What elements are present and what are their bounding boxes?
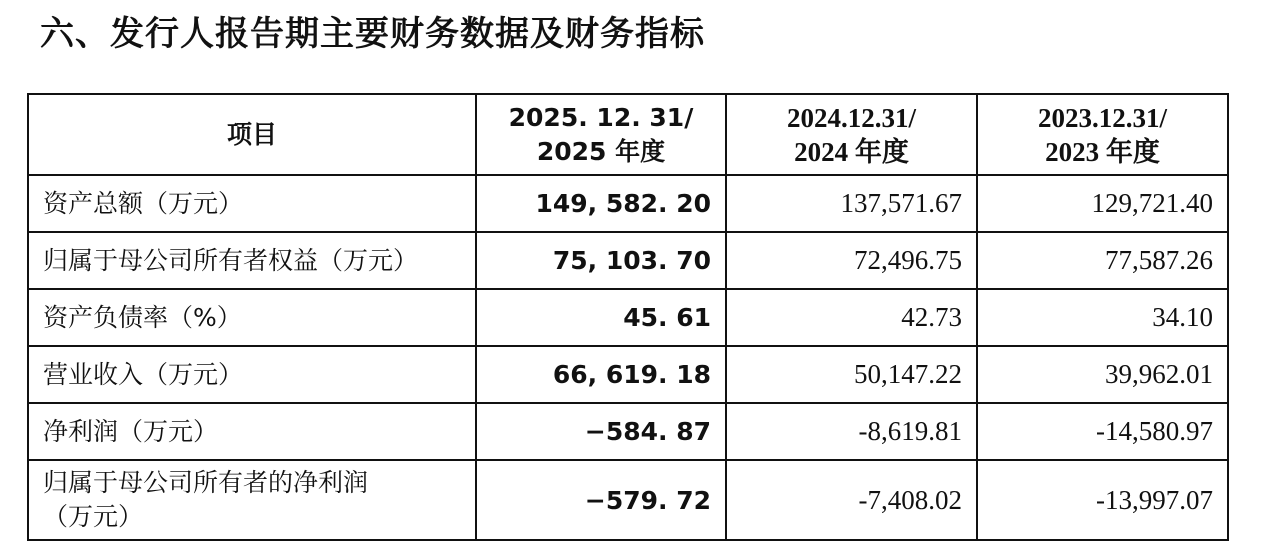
value-2024: -7,408.02 <box>726 460 977 540</box>
value-2025: 75, 103. 70 <box>476 232 726 289</box>
header-period-2023 <box>977 94 1228 175</box>
header-period-2024-date: 2024.12.31/ <box>786 102 916 133</box>
value-2024: -8,619.81 <box>726 403 977 460</box>
header-period-2025 <box>476 94 726 175</box>
value-2025: 45. 61 <box>476 289 726 346</box>
header-period-2025-date: 2025. 12. 31/ <box>508 102 694 132</box>
header-item: 项目 <box>28 94 476 175</box>
table-row-parent-equity <box>28 232 1228 289</box>
table-row-net-profit <box>28 403 1228 460</box>
value-2024: 42.73 <box>726 289 977 346</box>
table-row-revenue <box>28 346 1228 403</box>
table-row-total-assets <box>28 175 1228 232</box>
value-2023: 77,587.26 <box>977 232 1228 289</box>
row-label <box>28 460 476 540</box>
header-period-2023-date: 2023.12.31/ <box>1037 102 1167 133</box>
header-period-2023-year: 2023 年度 <box>1045 136 1160 167</box>
value-2023: -14,580.97 <box>977 403 1228 460</box>
header-period-2024-year: 2024 年度 <box>794 136 909 167</box>
header-period-2024 <box>726 94 977 175</box>
row-label: 资产总额（万元） <box>28 175 476 232</box>
table-row-parent-net-profit <box>28 460 1228 540</box>
financial-data-table <box>27 93 1229 541</box>
row-label-line1: 归属于母公司所有者的净利润 <box>43 468 369 497</box>
section-heading: 六、发行人报告期主要财务数据及财务指标 <box>40 14 705 54</box>
value-2025: −579. 72 <box>476 460 726 540</box>
value-2025: 149, 582. 20 <box>476 175 726 232</box>
value-2023: 39,962.01 <box>977 346 1228 403</box>
row-label: 营业收入（万元） <box>28 346 476 403</box>
value-2023: 34.10 <box>977 289 1228 346</box>
value-2024: 50,147.22 <box>726 346 977 403</box>
row-label-line2: （万元） <box>43 502 144 531</box>
row-label: 净利润（万元） <box>28 403 476 460</box>
header-period-2025-year: 2025 年度 <box>536 136 666 166</box>
row-label: 归属于母公司所有者权益（万元） <box>28 232 476 289</box>
table-header-row <box>28 94 1228 175</box>
value-2023: 129,721.40 <box>977 175 1228 232</box>
value-2025: −584. 87 <box>476 403 726 460</box>
value-2024: 72,496.75 <box>726 232 977 289</box>
table-row-debt-ratio <box>28 289 1228 346</box>
value-2023: -13,997.07 <box>977 460 1228 540</box>
value-2025: 66, 619. 18 <box>476 346 726 403</box>
row-label: 资产负债率（%） <box>28 289 476 346</box>
value-2024: 137,571.67 <box>726 175 977 232</box>
